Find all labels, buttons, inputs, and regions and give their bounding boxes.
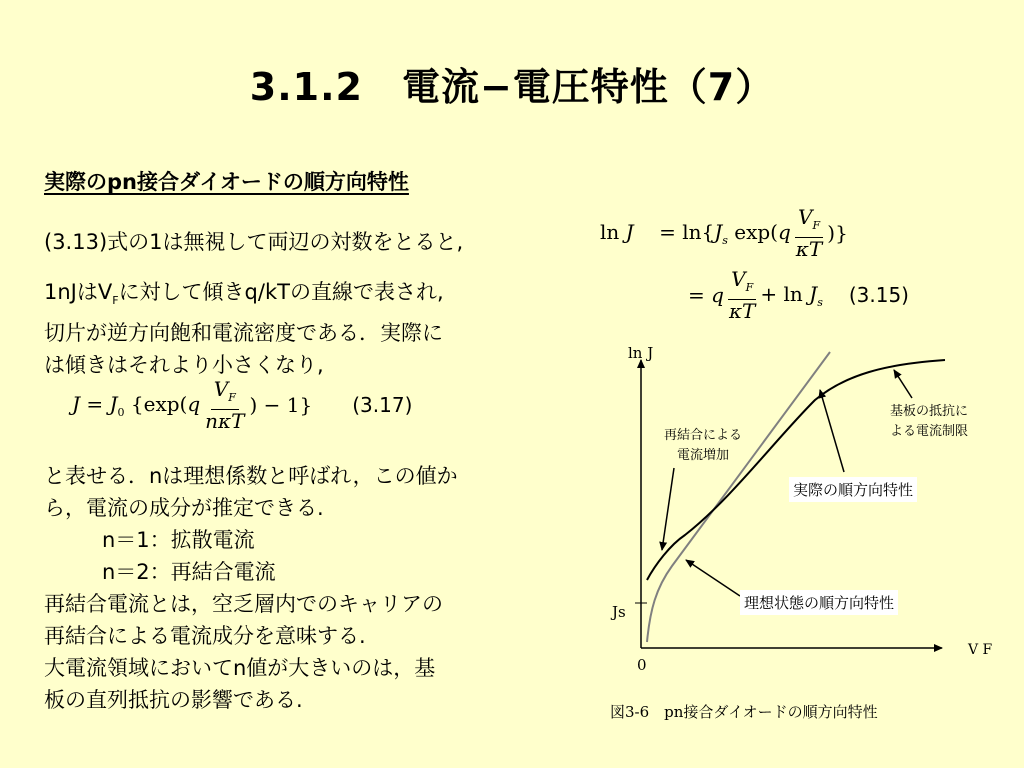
paragraph-2-line-2: 切片が逆方向飽和電流密度である．実際に: [44, 321, 443, 346]
arrow-actual: [820, 390, 844, 472]
paragraph-2-line-3: は傾きはそれより小さくなり,: [44, 353, 324, 378]
origin-label: 0: [637, 656, 647, 674]
actual-curve: [647, 360, 945, 580]
paragraph-3-line-2: ら，電流の成分が推定できる.: [44, 496, 324, 520]
equation-3-17-number: (3.17): [352, 393, 413, 417]
y-axis-label: ln J: [628, 344, 654, 362]
label-actual-characteristic: 実際の順方向特性: [789, 477, 917, 502]
annotation-substrate: 基板の抵抗に よる電流制限: [889, 404, 968, 439]
paragraph-2: [44, 276, 444, 381]
paragraph-4-line-3: 大電流領域においてn値が大きいのは，基: [44, 656, 436, 680]
figure-caption: 図3-6 pn接合ダイオードの順方向特性: [610, 703, 878, 721]
arrow-recombination: [662, 468, 674, 550]
equation-3-17: $J = J_0$ {exp(q $\frac{V_F}{\text{nκT}}$ ) − 1} (3.17): [72, 377, 413, 433]
section-subheading: 実際のpn接合ダイオードの順方向特性: [44, 170, 409, 194]
iv-characteristic-figure: [600, 340, 1020, 740]
list-item: n＝2：再結合電流: [102, 560, 276, 584]
label-ideal-characteristic: 理想状態の順方向特性: [740, 590, 898, 615]
equation-3-15-line-2: = q $\frac{V_F}{\kappa T}$ + $\ln J_s$ (3.15): [688, 267, 909, 323]
paragraph-3: [44, 460, 458, 716]
paragraph-2-line-1: 1nJは$V_F$に対して傾きq/kTの直線で表され,: [44, 280, 444, 308]
equation-3-15-number: (3.15): [848, 283, 909, 307]
annotation-recombination: 再結合による 電流増加: [663, 428, 742, 463]
paragraph-3-line-1: と表せる．nは理想係数と呼ばれ，この値か: [44, 464, 458, 488]
arrow-substrate: [894, 370, 912, 398]
equation-3-15-line-1: ln J = $\ln\{J_s$ exp(q $\frac{V_F}{\kappa T}$ )}: [600, 205, 848, 261]
x-axis-label: V F: [968, 642, 993, 658]
paragraph-4-line-4: 板の直列抵抗の影響である.: [44, 688, 303, 712]
arrow-ideal: [686, 560, 740, 596]
page-title: 3.1.2 電流−電圧特性（7）: [249, 65, 775, 109]
paragraph-1: (3.13)式の1は無視して両辺の対数をとると,: [44, 230, 464, 254]
list-item: n＝1：拡散電流: [102, 528, 255, 552]
paragraph-4-line-2: 再結合による電流成分を意味する.: [44, 624, 366, 648]
js-label: Js: [612, 603, 626, 621]
paragraph-4-line-1: 再結合電流とは，空乏層内でのキャリアの: [44, 592, 443, 616]
